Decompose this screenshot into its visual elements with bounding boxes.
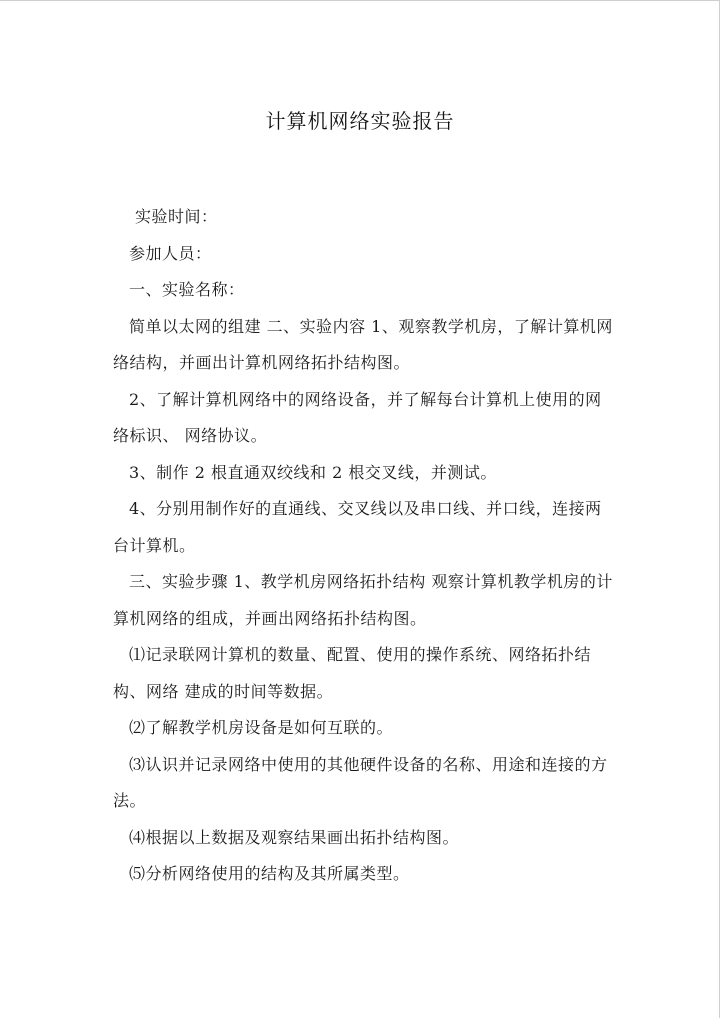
step-item-3: ⑶认识并记录网络中使用的其他硬件设备的名称、用途和连接的方法。 [113,754,608,810]
step-item-4: ⑷根据以上数据及观察结果画出拓扑结构图。 [129,827,460,847]
experiment-name-heading: 一、实验名称： [129,280,245,299]
content-item-3: 3、制作 2 根直通双绞线和 2 根交叉线，并测试。 [129,462,497,482]
document-body [113,199,613,893]
content-item-2: 2、了解计算机网络中的网络设备，并了解每台计算机上使用的网络标识、 网络协议。 [113,389,602,445]
experiment-content-paragraph: 简单以太网的组建 二、实验内容 1、观察教学机房，了解计算机网络结构，并画出计算机网络拓扑结构图。 [113,316,613,372]
experiment-steps-paragraph: 三、实验步骤 1、教学机房网络拓扑结构 观察计算机教学机房的计算机网络的组成，并画出网络拓扑结构图。 [113,572,613,628]
participants-line: 参加人员： [129,243,212,263]
step-item-2: ⑵了解教学机房设备是如何互联的。 [129,718,394,737]
step-item-1: ⑴记录联网计算机的数量、配置、使用的操作系统、网络拓扑结构、网络 建成的时间等数据。 [113,645,592,701]
document-title: 计算机网络实验报告 [265,109,455,133]
content-item-4: 4、分别用制作好的直通线、交叉线以及串口线、并口线，连接两台计算机。 [113,499,602,555]
step-item-5: ⑸分析网络使用的结构及其所属类型。 [129,864,410,883]
experiment-time-line: 实验时间： [135,207,218,226]
